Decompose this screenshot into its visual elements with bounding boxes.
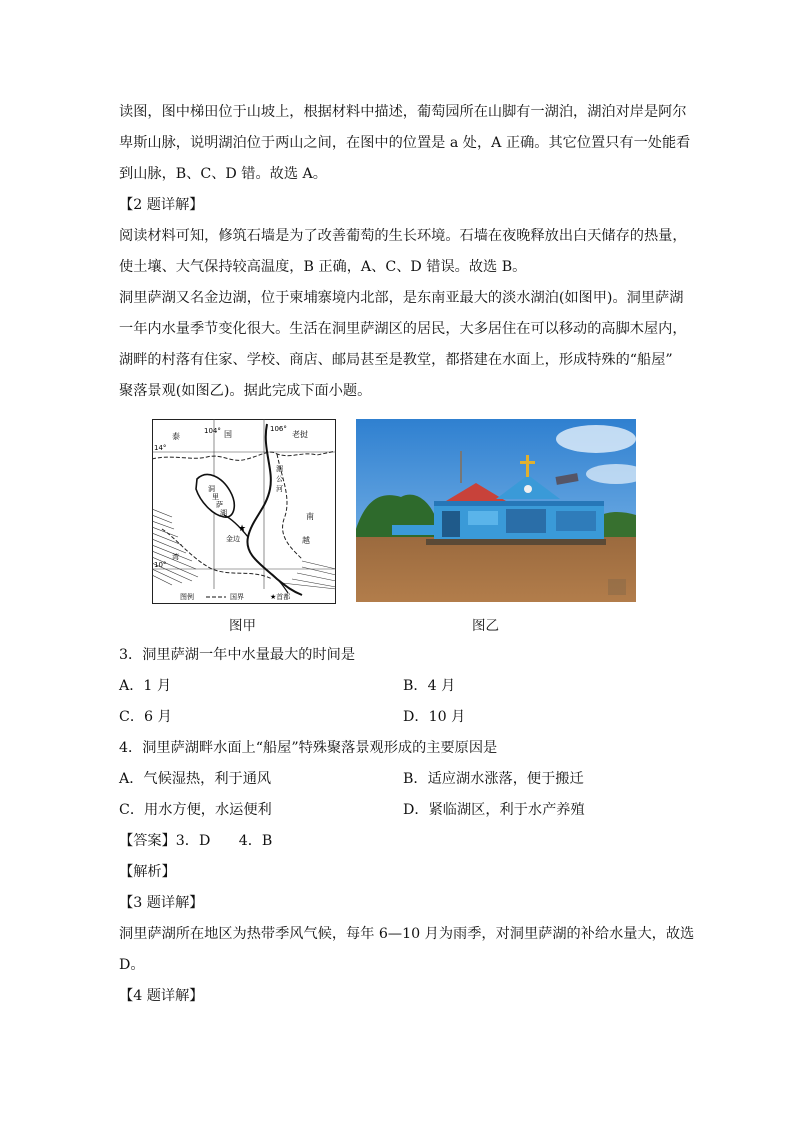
map-vietnam-1: 南 xyxy=(306,512,314,521)
map-figure xyxy=(152,419,336,604)
map-vietnam-2: 越 xyxy=(302,536,310,545)
q2-heading: 【2 题详解】 xyxy=(119,197,204,213)
q4-stem: 4．洞里萨湖畔水面上“船屋”特殊聚落景观形成的主要原因是 xyxy=(119,740,498,756)
q4-option-a: A．气候湿热，利于通风 xyxy=(119,771,272,787)
q3-stem: 3．洞里萨湖一年中水量最大的时间是 xyxy=(119,647,356,663)
map-laos: 老挝 xyxy=(292,430,308,439)
map-thailand-1: 泰 xyxy=(172,432,180,441)
q1-explain-line-1: 读图，图中梯田位于山坡上，根据材料中描述，葡萄园所在山脚有一湖泊，湖泊对岸是阿尔 xyxy=(119,104,687,120)
map-lake-2: 里 xyxy=(212,493,219,501)
passage-line-4: 聚落景观(如图乙)。据此完成下面小题。 xyxy=(119,383,372,399)
photo-caption: 图乙 xyxy=(472,618,499,634)
passage-line-3: 湖畔的村落有住家、学校、商店、邮局甚至是教堂，都搭建在水面上，形成特殊的“船屋” xyxy=(119,352,673,368)
passage-line-2: 一年内水量季节变化很大。生活在洞里萨湖区的居民，大多居住在可以移动的高脚木屋内， xyxy=(119,321,687,337)
passage-line-1: 洞里萨湖又名金边湖，位于柬埔寨境内北部，是东南亚最大的淡水湖泊(如图甲)。洞里萨湖 xyxy=(119,290,684,306)
map-lon-106: 106° xyxy=(270,425,287,433)
map-gulf: 湾 xyxy=(172,553,179,561)
q3-option-b: B．4 月 xyxy=(403,678,456,694)
svg-text:★: ★ xyxy=(238,524,247,534)
map-mekong-2: 公 xyxy=(276,475,283,483)
answer-line: 【答案】3．D 4．B xyxy=(119,833,273,849)
q1-explain-line-3: 到山脉，B、C、D 错。故选 A。 xyxy=(119,166,327,182)
q2-explain-line-2: 使土壤、大气保持较高温度，B 正确，A、C、D 错误。故选 B。 xyxy=(119,259,527,275)
map-legend-border: 国界 xyxy=(230,593,244,601)
q4-option-b: B．适应湖水涨落，便于搬迁 xyxy=(403,771,584,787)
photo-svg xyxy=(356,419,636,602)
map-capital-label: 金边 xyxy=(226,535,240,543)
map-lon-104: 104° xyxy=(204,427,221,435)
map-lake-3: 萨 xyxy=(216,501,223,509)
map-legend-title: 图例 xyxy=(180,593,194,601)
q3-explain-line-1: 洞里萨湖所在地区为热带季风气候，每年 6—10 月为雨季，对洞里萨湖的补给水量大，故选 xyxy=(119,926,695,942)
map-mekong-1: 湄 xyxy=(276,465,283,473)
analysis-heading: 【解析】 xyxy=(119,864,176,880)
q2-explain-line-1: 阅读材料可知，修筑石墙是为了改善葡萄的生长环境。石墙在夜晚释放出白天储存的热量， xyxy=(119,228,687,244)
map-caption: 图甲 xyxy=(229,618,256,634)
q3-option-a: A．1 月 xyxy=(119,678,172,694)
q3-heading: 【3 题详解】 xyxy=(119,895,204,911)
q1-explain-line-2: 卑斯山脉，说明湖泊位于两山之间，在图中的位置是 a 处，A 正确。其它位置只有一处能看 xyxy=(119,135,691,151)
q4-heading: 【4 题详解】 xyxy=(119,988,204,1004)
map-lat-10: 10° xyxy=(154,561,167,569)
map-legend-capital: ★首都 xyxy=(270,593,291,601)
map-lake-1: 洞 xyxy=(208,485,215,493)
map-mekong-3: 河 xyxy=(276,485,283,493)
map-lat-14: 14° xyxy=(154,444,167,452)
q3-explain-line-2: D。 xyxy=(119,957,145,973)
q4-option-d: D．紧临湖区，利于水产养殖 xyxy=(403,802,585,818)
map-thailand-2: 国 xyxy=(224,430,232,439)
map-svg xyxy=(152,419,336,604)
q3-option-c: C．6 月 xyxy=(119,709,172,725)
q3-option-d: D．10 月 xyxy=(403,709,466,725)
map-lake-4: 湖 xyxy=(220,509,227,517)
q4-option-c: C．用水方便，水运便利 xyxy=(119,802,272,818)
photo-figure xyxy=(356,419,636,602)
